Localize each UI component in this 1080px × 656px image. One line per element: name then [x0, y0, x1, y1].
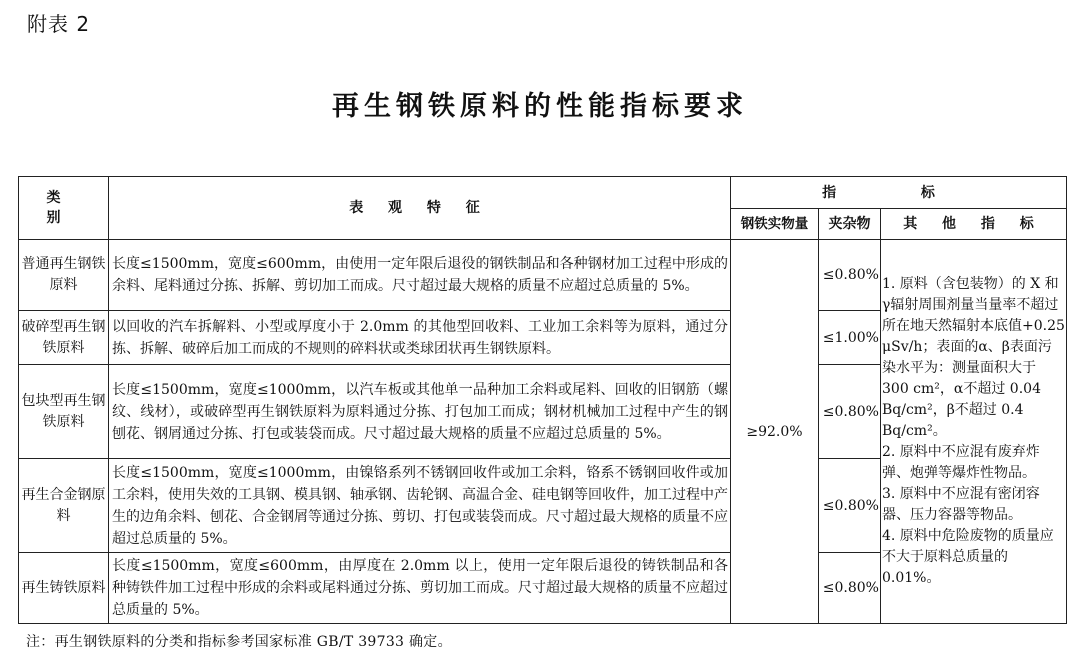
- impurity-cell: ≤0.80%: [819, 365, 881, 459]
- iron-content-cell: ≥92.0%: [731, 240, 819, 624]
- header-impurity: 夹杂物: [819, 209, 881, 240]
- other-indicators-cell: [881, 240, 1067, 624]
- header-feature: 表 观 特 征: [109, 177, 731, 240]
- other-indicator-item: 1. 原料（含包装物）的 X 和γ辐射周围剂量当量率不超过所在地天然辐射本底值+0.25 μSv/h；表面的α、β表面污染水平为：测量面积大于 300 cm²，α不超过 0.04 Bq/cm²，β不超过 0.4 Bq/cm²。: [882, 276, 1065, 439]
- feature-cell: 以回收的汽车拆解料、小型或厚度小于 2.0mm 的其他型回收料、工业加工余料等为原料，通过分拣、拆解、破碎后加工而成的不规则的碎料状或类球团状再生钢铁原料。: [109, 311, 731, 365]
- header-iron-content: 钢铁实物量: [731, 209, 819, 240]
- other-indicator-item: 3. 原料中不应混有密闭容器、压力容器等物品。: [882, 486, 1040, 523]
- header-other: 其 他 指 标: [881, 209, 1067, 240]
- feature-cell: 长度≤1500mm，宽度≤1000mm，由镍铬系列不锈钢回收件或加工余料，铬系不锈钢回收件或加工余料，使用失效的工具钢、模具钢、轴承钢、齿轮钢、高温合金、硅电钢等回收件，加工过程中产生的边角余料、刨花、合金钢屑等通过分拣、剪切、打包或装袋而成。尺寸超过最大规格的质量不应超过总质量的 5%。: [109, 459, 731, 553]
- appendix-label: 附表 2: [27, 12, 91, 36]
- table-row: [19, 240, 1067, 311]
- feature-cell: 长度≤1500mm，宽度≤600mm，由使用一定年限后退役的钢铁制品和各种钢材加工过程中形成的余料、尾料通过分拣、拆解、剪切加工而成。尺寸超过最大规格的质量不应超过总质量的 5%。: [109, 240, 731, 311]
- other-indicator-item: 4. 原料中危险废物的质量应不大于原料总质量的 0.01%。: [882, 528, 1054, 586]
- header-category: 类 别: [19, 177, 109, 240]
- header-indicators: 指 标: [731, 177, 1067, 209]
- impurity-cell: ≤0.80%: [819, 553, 881, 624]
- impurity-cell: ≤1.00%: [819, 311, 881, 365]
- impurity-cell: ≤0.80%: [819, 240, 881, 311]
- specification-table: [18, 176, 1067, 624]
- header-row-1: [19, 177, 1067, 209]
- category-cell: 普通再生钢铁原料: [19, 240, 109, 311]
- footnote: 注：再生钢铁原料的分类和指标参考国家标准 GB/T 39733 确定。: [26, 634, 452, 650]
- category-cell: 破碎型再生钢铁原料: [19, 311, 109, 365]
- page-title: 再生钢铁原料的性能指标要求: [332, 91, 748, 122]
- category-cell: 再生铸铁原料: [19, 553, 109, 624]
- feature-cell: 长度≤1500mm，宽度≤600mm，由厚度在 2.0mm 以上，使用一定年限后退役的铸铁制品和各种铸铁件加工过程中形成的余料或尾料通过分拣、剪切加工而成。尺寸超过最大规格的质量不应超过总质量的 5%。: [109, 553, 731, 624]
- feature-cell: 长度≤1500mm，宽度≤1000mm，以汽车板或其他单一品种加工余料或尾料、回收的旧钢筋（螺纹、线材），或破碎型再生钢铁原料为原料通过分拣、打包加工而成；钢材机械加工过程中产生的钢刨花、钢屑通过分拣、打包或装袋而成。尺寸超过最大规格的质量不应超过总质量的 5%。: [109, 365, 731, 459]
- category-cell: 再生合金钢原料: [19, 459, 109, 553]
- other-indicator-item: 2. 原料中不应混有废弃炸弹、炮弹等爆炸性物品。: [882, 444, 1040, 481]
- impurity-cell: ≤0.80%: [819, 459, 881, 553]
- category-cell: 包块型再生钢铁原料: [19, 365, 109, 459]
